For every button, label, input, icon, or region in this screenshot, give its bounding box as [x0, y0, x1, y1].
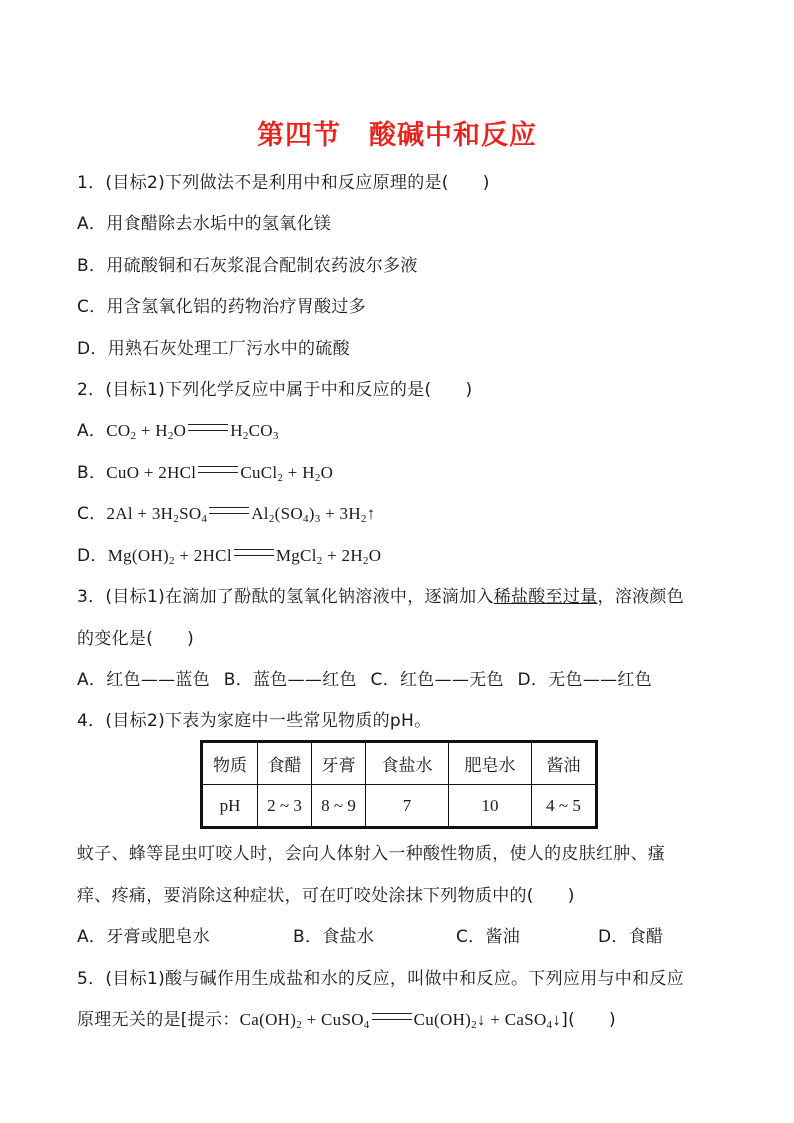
q3-option-d: D．无色——红色 — [517, 670, 653, 690]
q2-stem: 2．(目标1)下列化学反应中属于中和反应的是( ) — [77, 380, 473, 400]
table-cell: 7 — [366, 785, 449, 828]
q3-options — [77, 669, 652, 691]
q1-option-d: D．用熟石灰处理工厂污水中的硫酸 — [77, 339, 350, 359]
q4-option-a: A．牙膏或肥皂水 — [77, 927, 211, 947]
table-header-cell: 肥皂水 — [449, 742, 532, 785]
table-cell: 8 ~ 9 — [312, 785, 366, 828]
q2-option-b: B．CuO + 2HCl CuCl$_2$ + $H_2O$ — [77, 463, 334, 484]
q3-stem-line2: 的变化是( ) — [77, 629, 195, 649]
q4-paragraph-line2: 痒、疼痛，要消除这种症状，可在叮咬处涂抹下列物质中的( ) — [77, 886, 575, 906]
q2-option-c: C．$2Al + 3H_2SO_4$ $Al_2(SO_4)_3$ + $3H_2↑$ — [77, 504, 376, 525]
q2-option-d: D．$Mg(OH)_2 + 2HCl$ MgCl$_2$ + $2H_2O$ — [77, 546, 382, 567]
q3-option-c: C．红色——无色 — [370, 670, 504, 690]
table-cell: 2 ~ 3 — [258, 785, 312, 828]
q4-option-c: C．酱油 — [456, 927, 521, 947]
q3-stem: 3．(目标1)在滴加了酚酞的氢氧化钠溶液中，逐滴加入稀盐酸至过量，溶液颜色 — [77, 587, 685, 607]
table-cell: 10 — [449, 785, 532, 828]
table-header-cell: 食盐水 — [366, 742, 449, 785]
q1-option-b: B．用硫酸铜和石灰浆混合配制农药波尔多液 — [77, 256, 418, 276]
q1-option-c: C．用含氢氧化铝的药物治疗胃酸过多 — [77, 297, 366, 317]
q4-options — [77, 926, 663, 948]
q1-option-a: A．用食醋除去水垢中的氢氧化镁 — [77, 214, 332, 234]
table-cell: pH — [202, 785, 258, 828]
table-header-cell: 酱油 — [532, 742, 597, 785]
ph-table — [200, 740, 598, 829]
q4-stem: 4．(目标2)下表为家庭中一些常见物质的pH。 — [77, 711, 432, 731]
table-cell: 4 ~ 5 — [532, 785, 597, 828]
q4-option-b: B．食盐水 — [293, 927, 375, 947]
q3-option-a: A．红色——蓝色 — [77, 670, 211, 690]
q1-stem: 1．(目标2)下列做法不是利用中和反应原理的是( ) — [77, 173, 490, 193]
q3-option-b: B．蓝色——红色 — [223, 670, 357, 690]
table-row — [202, 785, 597, 828]
q4-option-d: D．食醋 — [598, 927, 664, 947]
q2-option-a: A．$CO_2 + H_2O$ $H_2CO_3$ — [77, 421, 279, 442]
table-header-row — [202, 742, 597, 785]
q5-stem-line2: 原理无关的是[提示：$Ca(OH)_2$ + CuSO$_4$ $Cu(OH)_2↓$ + CaSO$_4$↓]( ) — [77, 1010, 616, 1031]
table-header-cell: 牙膏 — [312, 742, 366, 785]
q4-paragraph-line1: 蚊子、蜂等昆虫叮咬人时，会向人体射入一种酸性物质，使人的皮肤红肿、瘙 — [77, 844, 666, 864]
q5-stem: 5．(目标1)酸与碱作用生成盐和水的反应，叫做中和反应。下列应用与中和反应 — [77, 969, 684, 989]
page-title: 第四节 酸碱中和反应 — [257, 120, 537, 151]
table-header-cell: 物质 — [202, 742, 258, 785]
table-header-cell: 食醋 — [258, 742, 312, 785]
